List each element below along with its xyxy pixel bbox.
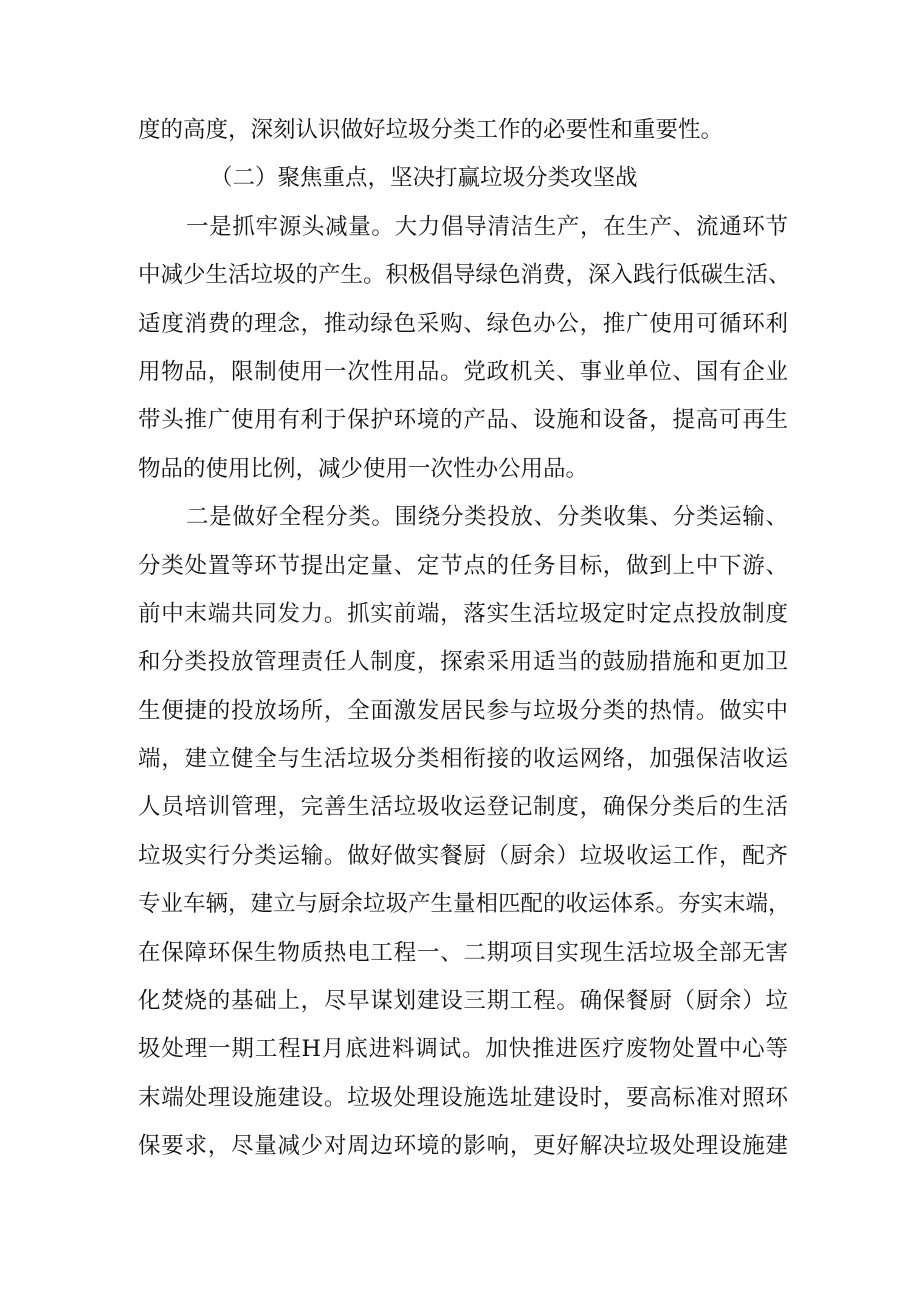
section-heading: （二）聚焦重点，坚决打赢垃圾分类攻坚战 (210, 165, 638, 192)
text-line: 适度消费的理念，推动绿色采购、绿色办公，推广使用可循环利 (138, 310, 788, 337)
text-line: 圾处理一期工程H月底进料调试。加快推进医疗废物处置中心等 (138, 1036, 788, 1063)
text-line: 中减少生活垃圾的产生。积极倡导绿色消费，深入践行低碳生活、 (138, 262, 791, 289)
text-line: 用物品，限制使用一次性用品。党政机关、事业单位、国有企业 (138, 358, 788, 385)
text-line: 二是做好全程分类。围绕分类投放、分类收集、分类运输、 (186, 504, 788, 531)
text-line: 保要求，尽量减少对周边环境的影响，更好解决垃圾处理设施建 (138, 1133, 788, 1160)
text-line: 度的高度，深刻认识做好垃圾分类工作的必要性和重要性。 (138, 117, 724, 143)
text-line: 在保障环保生物质热电工程一、二期项目实现生活垃圾全部无害 (138, 939, 788, 966)
text-line: 化焚烧的基础上，尽早谋划建设三期工程。确保餐厨（厨余）垃 (138, 988, 788, 1015)
text-line: 端，建立健全与生活垃圾分类相衔接的收运网络，加强保洁收运 (138, 746, 788, 773)
text-line: 生便捷的投放场所，全面激发居民参与垃圾分类的热情。做实中 (138, 697, 788, 724)
document-body (138, 106, 791, 1171)
text-line: 前中末端共同发力。抓实前端，落实生活垃圾定时定点投放制度 (138, 600, 788, 627)
text-line: 末端处理设施建设。垃圾处理设施选址建设时，要高标准对照环 (138, 1084, 788, 1111)
text-line: 一是抓牢源头减量。大力倡导清洁生产，在生产、流通环节 (186, 213, 788, 240)
text-line: 人员培训管理，完善生活垃圾收运登记制度，确保分类后的生活 (138, 794, 788, 821)
text-line: 分类处置等环节提出定量、定节点的任务目标，做到上中下游、 (138, 552, 788, 579)
text-line: 和分类投放管理责任人制度，探索采用适当的鼓励措施和更加卫 (138, 649, 788, 676)
text-line: 带头推广使用有利于保护环境的产品、设施和设备，提高可再生 (138, 407, 788, 434)
text-line: 专业车辆，建立与厨余垃圾产生量相匹配的收运体系。夯实末端， (138, 891, 791, 918)
text-line: 垃圾实行分类运输。做好做实餐厨（厨余）垃圾收运工作，配齐 (138, 842, 788, 869)
text-line: 物品的使用比例，减少使用一次性办公用品。 (138, 455, 589, 482)
